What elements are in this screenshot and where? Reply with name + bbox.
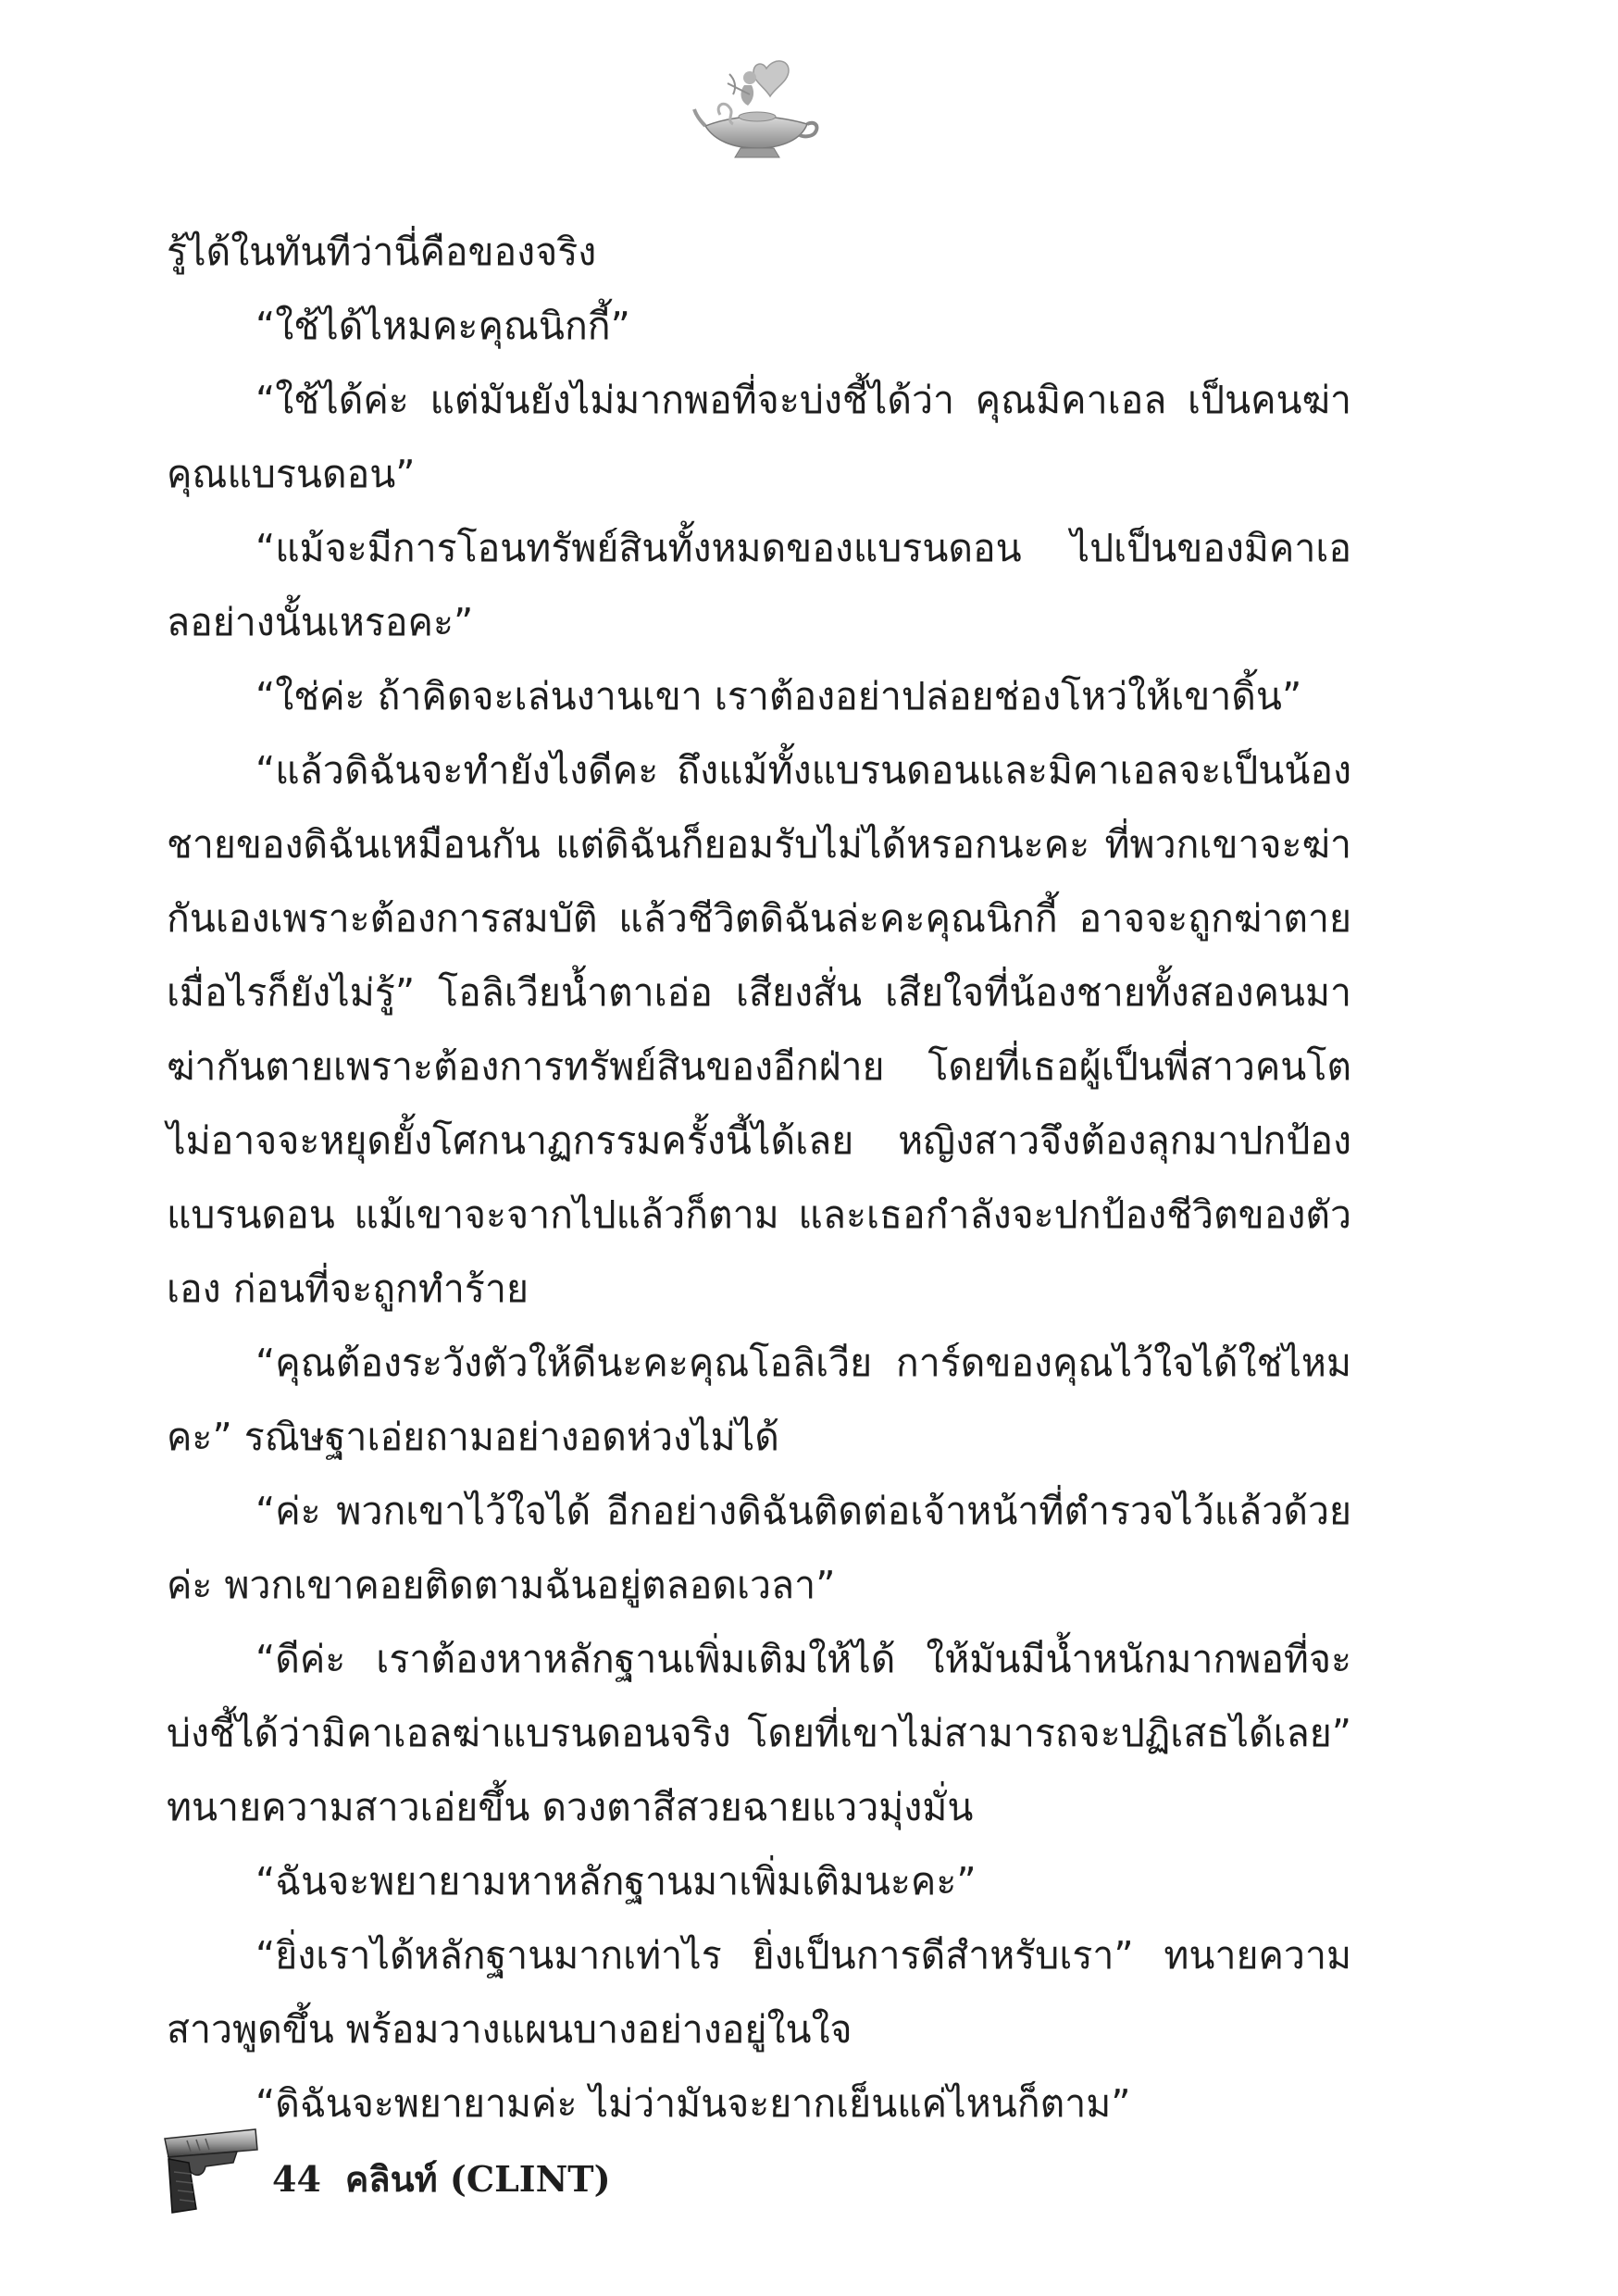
paragraph-4: “แม้จะมีการโอนทรัพย์สินทั้งหมดของแบรนดอน ไปเป็นของมิคาเอลอย่างนั้นเหรอคะ” [167,526,1351,644]
body-text [167,215,1351,2140]
paragraph-9: “ดีค่ะ เราต้องหาหลักฐานเพิ่มเติมให้ได้ ให้มันมีน้ำหนักมากพอที่จะบ่งชี้ได้ว่ามิคาเอลฆ่าแบรนดอนจริง โดยที่เขาไม่สามารถจะปฏิเสธได้เลย” ทนายความสาวเอ่ยขึ้น ดวงตาสีสวยฉายแววมุ่งมั่น [167,1637,1351,1829]
pistol-icon [159,2126,261,2215]
paragraph-3: “ใช้ได้ค่ะ แต่มันยังไม่มากพอที่จะบ่งชี้ได้ว่า คุณมิคาเอล เป็นคนฆ่าคุณแบรนดอน” [167,378,1351,496]
paragraph-5: “ใช่ค่ะ ถ้าคิดจะเล่นงานเขา เราต้องอย่าปล่อยช่องโหว่ให้เขาดิ้น” [255,674,1302,718]
book-title: คลินท์ (CLINT) [344,2157,611,2200]
page-footer [159,2126,611,2215]
page-number: 44 [272,2157,321,2200]
paragraph-6: “แล้วดิฉันจะทำยังไงดีคะ ถึงแม้ทั้งแบรนดอนและมิคาเอลจะเป็นน้องชายของดิฉันเหมือนกัน แต่ดิฉันก็ยอมรับไม่ได้หรอกนะคะ ที่พวกเขาจะฆ่ากันเองเพราะต้องการสมบัติ แล้วชีวิตดิฉันล่ะคะคุณนิกกี้ อาจจะถูกฆ่าตายเมื่อไรก็ยังไม่รู้” โอลิเวียน้ำตาเอ่อ เสียงสั่น เสียใจที่น้องชายทั้งสองคนมาฆ่ากันตายเพราะต้องการทรัพย์สินของอีกฝ่าย โดยที่เธอผู้เป็นพี่สาวคนโต ไม่อาจจะหยุดยั้งโศกนาฏกรรมครั้งนี้ได้เลย หญิงสาวจึงต้องลุกมาปกป้องแบรนดอน แม้เขาจะจากไปแล้วก็ตาม และเธอกำลังจะปกป้องชีวิตของตัวเอง ก่อนที่จะถูกทำร้าย [167,748,1351,1311]
paragraph-8: “ค่ะ พวกเขาไว้ใจได้ อีกอย่างดิฉันติดต่อเจ้าหน้าที่ตำรวจไว้แล้วด้วยค่ะ พวกเขาคอยติดตามฉันอยู่ตลอดเวลา” [167,1489,1351,1607]
paragraph-7: “คุณต้องระวังตัวให้ดีนะคะคุณโอลิเวีย การ์ดของคุณไว้ใจได้ใช่ไหมคะ” รณิษฐาเอ่ยถามอย่างอดห่วงไม่ได้ [167,1341,1351,1459]
paragraph-1: รู้ได้ในทันทีว่านี่คือของจริง [167,230,597,274]
paragraph-2: “ใช้ได้ไหมคะคุณนิกกี้” [255,304,630,348]
paragraph-12: “ดิฉันจะพยายามค่ะ ไม่ว่ามันจะยากเย็นแค่ไหนก็ตาม” [255,2081,1131,2126]
paragraph-10: “ฉันจะพยายามหาหลักฐานมาเพิ่มเติมนะคะ” [255,1859,977,1903]
lamp-ornament-icon [692,56,822,167]
paragraph-11: “ยิ่งเราได้หลักฐานมากเท่าไร ยิ่งเป็นการดีสำหรับเรา” ทนายความสาวพูดขึ้น พร้อมวางแผนบางอย่างอยู่ในใจ [167,1933,1351,2052]
